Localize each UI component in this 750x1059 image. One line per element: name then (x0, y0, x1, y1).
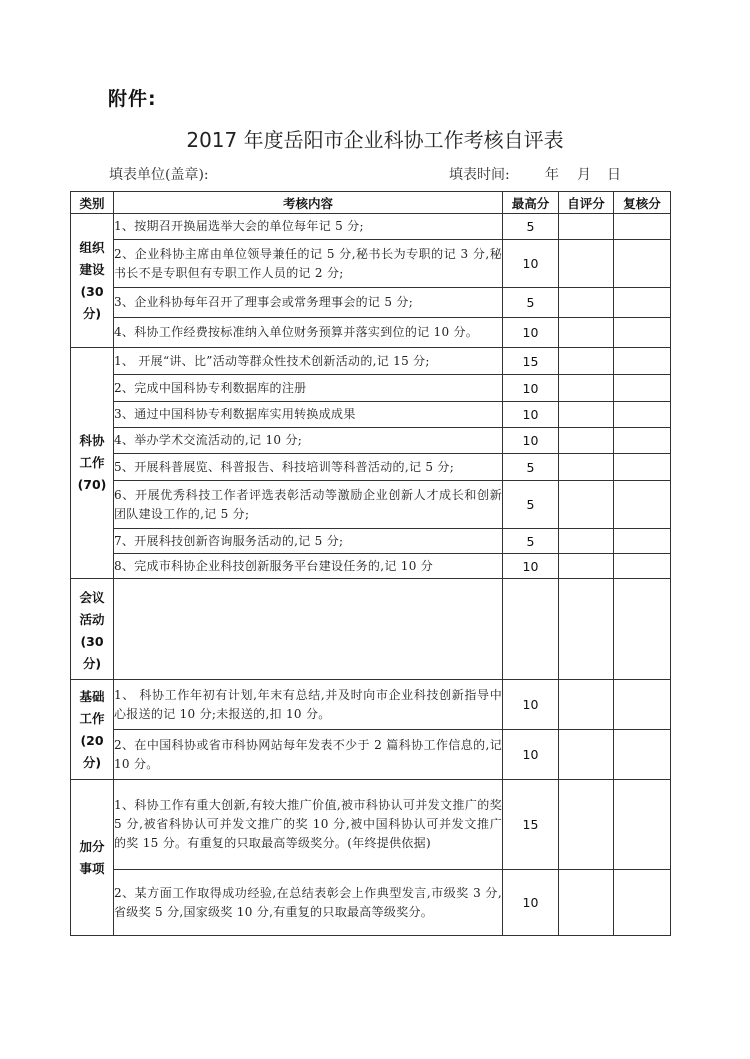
table-row (71, 481, 671, 529)
row-max-score: 5 (503, 214, 559, 240)
table-row (71, 529, 671, 554)
row-max-score: 10 (503, 554, 559, 579)
self-score-cell[interactable] (559, 730, 614, 780)
row-content: 6、开展优秀科技工作者评选表彰活动等激励企业创新人才成长和创新团队建设工作的,记 5 分; (114, 481, 503, 529)
day-label: 日 (607, 167, 621, 183)
review-score-cell[interactable] (614, 454, 671, 481)
self-score-cell[interactable] (559, 780, 614, 870)
row-content: 2、某方面工作取得成功经验,在总结表彰会上作典型发言,市级奖 3 分,省级奖 5 分,国家级奖 10 分,有重复的只取最高等级奖分。 (114, 870, 503, 936)
attachment-label: 附件: (108, 88, 157, 110)
self-score-cell[interactable] (559, 554, 614, 579)
self-score-cell[interactable] (559, 454, 614, 481)
table-row (71, 402, 671, 428)
category-sci: 科协 工作 (70) (71, 348, 114, 579)
self-score-cell[interactable] (559, 214, 614, 240)
row-max-score: 10 (503, 240, 559, 288)
review-score-cell[interactable] (614, 529, 671, 554)
header-self-score: 自评分 (559, 192, 614, 214)
self-score-cell[interactable] (559, 529, 614, 554)
category-meeting: 会议 活动 (30 分) (71, 579, 114, 680)
review-score-cell[interactable] (614, 780, 671, 870)
row-content: 1、科协工作有重大创新,有较大推广价值,被市科协认可并发文推广的奖 5 分,被省科协认可并发文推广的奖 10 分,被中国科协认可并发文推广的奖 15 分。有重复的只取最高等级奖分。(年终提供依据) (114, 780, 503, 870)
row-max-score: 5 (503, 454, 559, 481)
self-score-cell[interactable] (559, 428, 614, 454)
category-bonus: 加分 事项 (71, 780, 114, 936)
self-score-cell[interactable] (559, 240, 614, 288)
row-max-score: 10 (503, 375, 559, 402)
table-row (71, 780, 671, 870)
row-content: 7、开展科技创新咨询服务活动的,记 5 分; (114, 529, 503, 554)
fill-unit-label: 填表单位(盖章): (109, 167, 209, 183)
self-score-cell[interactable] (559, 375, 614, 402)
row-max-score: 10 (503, 402, 559, 428)
category-base: 基础 工作 (20 分) (71, 680, 114, 780)
self-score-cell[interactable] (559, 288, 614, 318)
category-org: 组织 建设 (30 分) (71, 214, 114, 348)
row-max-score: 10 (503, 318, 559, 348)
review-score-cell[interactable] (614, 375, 671, 402)
review-score-cell[interactable] (614, 554, 671, 579)
self-score-cell[interactable] (559, 870, 614, 936)
table-row (71, 454, 671, 481)
row-max-score (503, 579, 559, 680)
self-score-cell[interactable] (559, 579, 614, 680)
evaluation-table (70, 191, 671, 936)
self-score-cell[interactable] (559, 402, 614, 428)
row-content: 8、完成市科协企业科技创新服务平台建设任务的,记 10 分 (114, 554, 503, 579)
self-score-cell[interactable] (559, 680, 614, 730)
table-row (71, 240, 671, 288)
row-max-score: 5 (503, 481, 559, 529)
row-content: 2、企业科协主席由单位领导兼任的记 5 分,秘书长为专职的记 3 分,秘书长不是专职但有专职工作人员的记 2 分; (114, 240, 503, 288)
table-header-row (71, 192, 671, 214)
row-content: 1、 科协工作年初有计划,年末有总结,并及时向市企业科技创新指导中心报送的记 10 分;未报送的,扣 10 分。 (114, 680, 503, 730)
self-score-cell[interactable] (559, 348, 614, 375)
header-content: 考核内容 (114, 192, 503, 214)
row-content (114, 579, 503, 680)
review-score-cell[interactable] (614, 579, 671, 680)
table-row (71, 375, 671, 402)
table-row (71, 870, 671, 936)
row-max-score: 10 (503, 870, 559, 936)
review-score-cell[interactable] (614, 240, 671, 288)
row-max-score: 15 (503, 348, 559, 375)
row-content: 3、企业科协每年召开了理事会或常务理事会的记 5 分; (114, 288, 503, 318)
review-score-cell[interactable] (614, 481, 671, 529)
table-row (71, 348, 671, 375)
row-content: 5、开展科普展览、科普报告、科技培训等科普活动的,记 5 分; (114, 454, 503, 481)
row-max-score: 10 (503, 730, 559, 780)
table-row (71, 288, 671, 318)
table-row (71, 554, 671, 579)
table-row (71, 318, 671, 348)
year-label: 年 (545, 167, 559, 183)
row-max-score: 5 (503, 288, 559, 318)
row-content: 1、 开展“讲、比”活动等群众性技术创新活动的,记 15 分; (114, 348, 503, 375)
table-row (71, 214, 671, 240)
row-max-score: 15 (503, 780, 559, 870)
header-category: 类别 (71, 192, 114, 214)
row-content: 2、完成中国科协专利数据库的注册 (114, 375, 503, 402)
review-score-cell[interactable] (614, 348, 671, 375)
review-score-cell[interactable] (614, 428, 671, 454)
row-max-score: 10 (503, 428, 559, 454)
review-score-cell[interactable] (614, 214, 671, 240)
row-content: 3、通过中国科协专利数据库实用转换成成果 (114, 402, 503, 428)
table-row (71, 730, 671, 780)
self-score-cell[interactable] (559, 481, 614, 529)
row-max-score: 10 (503, 680, 559, 730)
self-score-cell[interactable] (559, 318, 614, 348)
table-row (71, 428, 671, 454)
page-title: 2017 年度岳阳市企业科协工作考核自评表 (186, 128, 564, 152)
review-score-cell[interactable] (614, 288, 671, 318)
fill-time-label: 填表时间: (449, 167, 510, 183)
review-score-cell[interactable] (614, 870, 671, 936)
review-score-cell[interactable] (614, 730, 671, 780)
review-score-cell[interactable] (614, 402, 671, 428)
row-content: 1、按期召开换届选举大会的单位每年记 5 分; (114, 214, 503, 240)
row-content: 4、举办学术交流活动的,记 10 分; (114, 428, 503, 454)
review-score-cell[interactable] (614, 680, 671, 730)
header-review-score: 复核分 (614, 192, 671, 214)
review-score-cell[interactable] (614, 318, 671, 348)
row-max-score: 5 (503, 529, 559, 554)
table-row (71, 579, 671, 680)
table-row (71, 680, 671, 730)
month-label: 月 (577, 167, 591, 183)
row-content: 4、科协工作经费按标准纳入单位财务预算并落实到位的记 10 分。 (114, 318, 503, 348)
row-content: 2、在中国科协或省市科协网站每年发表不少于 2 篇科协工作信息的,记 10 分。 (114, 730, 503, 780)
header-max-score: 最高分 (503, 192, 559, 214)
